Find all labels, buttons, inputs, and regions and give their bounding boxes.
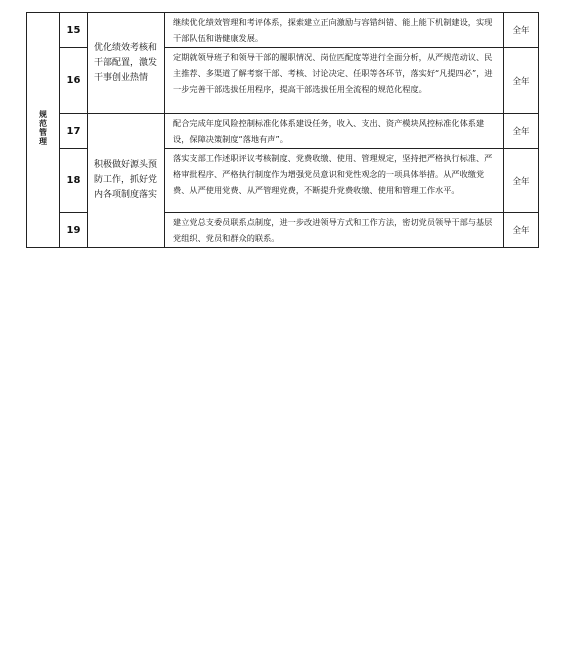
topic-cell: 积极做好源头预防工作，抓好党内各项制度落实 xyxy=(88,114,165,248)
topic-cell: 优化绩效考核和干部配置，激发干事创业热情 xyxy=(88,13,165,114)
row-number: 16 xyxy=(60,48,88,114)
time-cell: 全年 xyxy=(504,213,539,248)
table-row xyxy=(27,13,539,48)
category-cell xyxy=(27,13,60,248)
row-number: 18 xyxy=(60,149,88,213)
table-row xyxy=(27,114,539,149)
row-number: 19 xyxy=(60,213,88,248)
time-cell: 全年 xyxy=(504,48,539,114)
content-cell: 配合完成年度风险控制标准化体系建设任务，收入、支出、资产模块风控标准化体系建设，保障决策制度“落地有声”。 xyxy=(165,114,504,149)
plan-table xyxy=(26,12,539,248)
content-cell: 继续优化绩效管理和考评体系，探索建立正向激励与容错纠错、能上能下机制建设，实现干部队伍和谐健康发展。 xyxy=(165,13,504,48)
content-cell: 定期就领导班子和领导干部的履职情况、岗位匹配度等进行全面分析，从严规范动议、民主推荐、多渠道了解考察干部、考核、讨论决定、任职等各环节，落实好“凡提四必”，进一步完善干部选拔任用程序，提高干部选拔任用全流程的规范化程度。 xyxy=(165,48,504,114)
category-label: 规范管理 xyxy=(38,110,48,146)
content-cell: 落实支部工作述职评议考核制度、党费收缴、使用、管理规定，坚持把严格执行标准、严格审批程序、严格执行制度作为增强党员意识和党性观念的一项具体举措。从严收缴党费、从严使用党费、从严管理党费，不断提升党费收缴、使用和管理工作水平。 xyxy=(165,149,504,213)
row-number: 17 xyxy=(60,114,88,149)
content-cell: 建立党总支委员联系点制度，进一步改进领导方式和工作方法，密切党员领导干部与基层党组织、党员和群众的联系。 xyxy=(165,213,504,248)
row-number: 15 xyxy=(60,13,88,48)
time-cell: 全年 xyxy=(504,13,539,48)
time-cell: 全年 xyxy=(504,149,539,213)
time-cell: 全年 xyxy=(504,114,539,149)
